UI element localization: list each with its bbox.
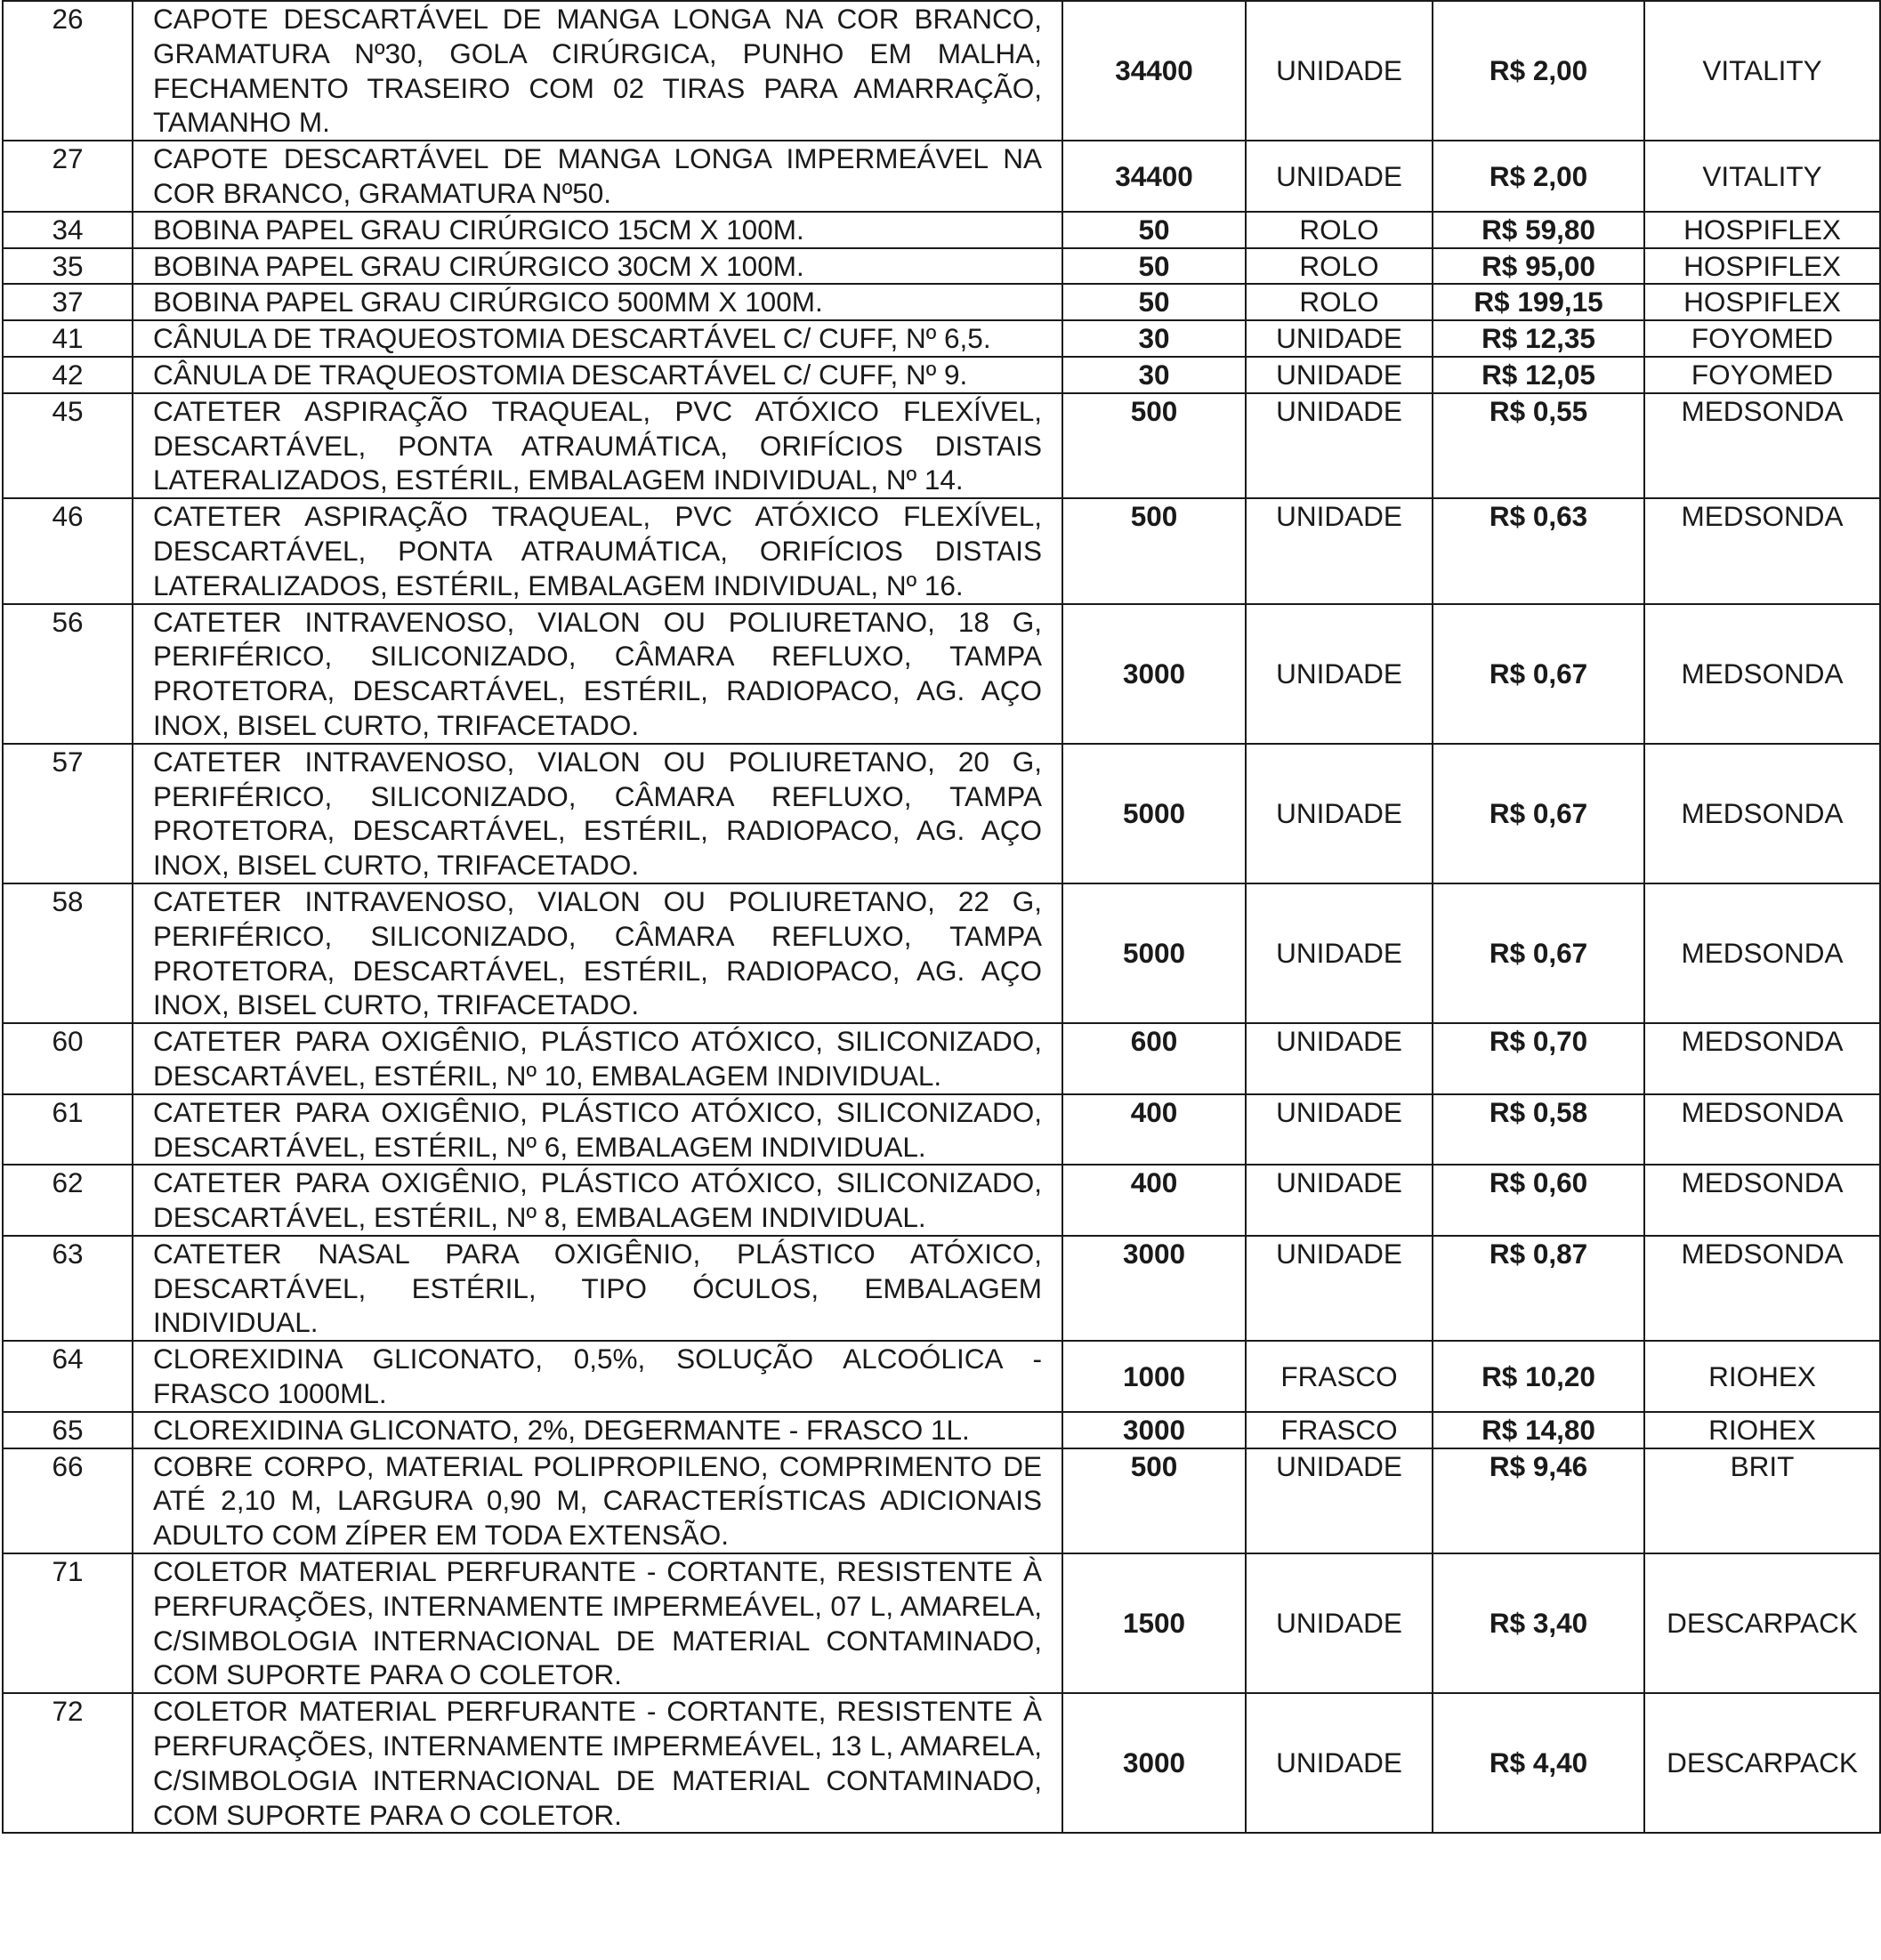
item-unit: UNIDADE [1246, 1693, 1433, 1833]
item-unit: UNIDADE [1246, 320, 1433, 357]
table-row [3, 1412, 1880, 1448]
table-row [3, 212, 1880, 248]
item-price: R$ 0,67 [1433, 744, 1644, 883]
item-description: CATETER INTRAVENOSO, VIALON OU POLIURETANO, 18 G, PERIFÉRICO, SILICONIZADO, CÂMARA REFLUXO, TAMPA PROTETORA, DESCARTÁVEL, ESTÉRIL, RADIOPACO, AG. AÇO INOX, BISEL CURTO, TRIFACETADO. [133, 604, 1062, 744]
item-description: COBRE CORPO, MATERIAL POLIPROPILENO, COMPRIMENTO DE ATÉ 2,10 M, LARGURA 0,90 M, CARACTERÍSTICAS ADICIONAIS ADULTO COM ZÍPER EM TODA EXTENSÃO. [133, 1448, 1062, 1553]
item-unit: UNIDADE [1246, 1094, 1433, 1166]
item-description: CATETER ASPIRAÇÃO TRAQUEAL, PVC ATÓXICO FLEXÍVEL, DESCARTÁVEL, PONTA ATRAUMÁTICA, ORIFÍCIOS DISTAIS LATERALIZADOS, ESTÉRIL, EMBALAGEM INDIVIDUAL, Nº 14. [133, 393, 1062, 498]
item-quantity: 1500 [1062, 1553, 1246, 1693]
item-quantity: 34400 [1062, 1, 1246, 141]
item-brand: MEDSONDA [1644, 883, 1880, 1023]
item-brand: MEDSONDA [1644, 1094, 1880, 1166]
item-brand: MEDSONDA [1644, 1165, 1880, 1236]
item-price: R$ 10,20 [1433, 1341, 1644, 1412]
item-quantity: 500 [1062, 393, 1246, 498]
item-price: R$ 0,55 [1433, 393, 1644, 498]
item-quantity: 600 [1062, 1023, 1246, 1094]
item-quantity: 50 [1062, 248, 1246, 285]
item-price: R$ 0,70 [1433, 1023, 1644, 1094]
item-description: CATETER PARA OXIGÊNIO, PLÁSTICO ATÓXICO, SILICONIZADO, DESCARTÁVEL, ESTÉRIL, Nº 10, EMBALAGEM INDIVIDUAL. [133, 1023, 1062, 1094]
item-unit: ROLO [1246, 248, 1433, 285]
table-body [3, 1, 1880, 1833]
item-quantity: 5000 [1062, 744, 1246, 883]
item-brand: MEDSONDA [1644, 1023, 1880, 1094]
table-row [3, 1553, 1880, 1693]
item-description: CATETER PARA OXIGÊNIO, PLÁSTICO ATÓXICO, SILICONIZADO, DESCARTÁVEL, ESTÉRIL, Nº 6, EMBALAGEM INDIVIDUAL. [133, 1094, 1062, 1166]
item-number: 71 [3, 1553, 133, 1693]
item-unit: UNIDADE [1246, 1448, 1433, 1553]
item-unit: ROLO [1246, 212, 1433, 248]
item-price: R$ 199,15 [1433, 284, 1644, 320]
item-brand: MEDSONDA [1644, 744, 1880, 883]
table-row [3, 141, 1880, 212]
item-quantity: 5000 [1062, 883, 1246, 1023]
item-price: R$ 3,40 [1433, 1553, 1644, 1693]
item-brand: HOSPIFLEX [1644, 248, 1880, 285]
item-unit: UNIDADE [1246, 604, 1433, 744]
item-quantity: 1000 [1062, 1341, 1246, 1412]
table-row [3, 248, 1880, 285]
item-unit: UNIDADE [1246, 1023, 1433, 1094]
item-quantity: 500 [1062, 498, 1246, 603]
item-number: 58 [3, 883, 133, 1023]
item-quantity: 3000 [1062, 1693, 1246, 1833]
item-description: CATETER INTRAVENOSO, VIALON OU POLIURETANO, 20 G, PERIFÉRICO, SILICONIZADO, CÂMARA REFLUXO, TAMPA PROTETORA, DESCARTÁVEL, ESTÉRIL, RADIOPACO, AG. AÇO INOX, BISEL CURTO, TRIFACETADO. [133, 744, 1062, 883]
item-price: R$ 0,63 [1433, 498, 1644, 603]
item-unit: UNIDADE [1246, 1553, 1433, 1693]
item-quantity: 400 [1062, 1094, 1246, 1166]
item-description: CLOREXIDINA GLICONATO, 0,5%, SOLUÇÃO ALCOÓLICA - FRASCO 1000ML. [133, 1341, 1062, 1412]
table-row [3, 393, 1880, 498]
item-unit: UNIDADE [1246, 498, 1433, 603]
item-unit: FRASCO [1246, 1412, 1433, 1448]
table-row [3, 1094, 1880, 1166]
item-number: 72 [3, 1693, 133, 1833]
table-row [3, 1448, 1880, 1553]
item-brand: HOSPIFLEX [1644, 212, 1880, 248]
item-number: 35 [3, 248, 133, 285]
table-row [3, 744, 1880, 883]
table-row [3, 1165, 1880, 1236]
item-price: R$ 0,58 [1433, 1094, 1644, 1166]
table-row [3, 357, 1880, 393]
table-row [3, 604, 1880, 744]
item-unit: UNIDADE [1246, 141, 1433, 212]
item-price: R$ 14,80 [1433, 1412, 1644, 1448]
item-unit: UNIDADE [1246, 744, 1433, 883]
item-number: 60 [3, 1023, 133, 1094]
table-row [3, 883, 1880, 1023]
item-price: R$ 12,35 [1433, 320, 1644, 357]
item-quantity: 50 [1062, 284, 1246, 320]
item-unit: UNIDADE [1246, 1236, 1433, 1341]
item-number: 63 [3, 1236, 133, 1341]
table-row [3, 1693, 1880, 1833]
item-description: BOBINA PAPEL GRAU CIRÚRGICO 15CM X 100M. [133, 212, 1062, 248]
item-brand: BRIT [1644, 1448, 1880, 1553]
item-number: 65 [3, 1412, 133, 1448]
item-quantity: 30 [1062, 320, 1246, 357]
item-number: 66 [3, 1448, 133, 1553]
item-number: 37 [3, 284, 133, 320]
item-number: 61 [3, 1094, 133, 1166]
item-unit: UNIDADE [1246, 393, 1433, 498]
item-brand: MEDSONDA [1644, 498, 1880, 603]
item-price: R$ 4,40 [1433, 1693, 1644, 1833]
table-row [3, 1236, 1880, 1341]
item-number: 42 [3, 357, 133, 393]
item-quantity: 400 [1062, 1165, 1246, 1236]
item-unit: FRASCO [1246, 1341, 1433, 1412]
item-description: BOBINA PAPEL GRAU CIRÚRGICO 500MM X 100M. [133, 284, 1062, 320]
item-brand: RIOHEX [1644, 1341, 1880, 1412]
item-description: CATETER PARA OXIGÊNIO, PLÁSTICO ATÓXICO, SILICONIZADO, DESCARTÁVEL, ESTÉRIL, Nº 8, EMBALAGEM INDIVIDUAL. [133, 1165, 1062, 1236]
item-description: CATETER ASPIRAÇÃO TRAQUEAL, PVC ATÓXICO FLEXÍVEL, DESCARTÁVEL, PONTA ATRAUMÁTICA, ORIFÍCIOS DISTAIS LATERALIZADOS, ESTÉRIL, EMBALAGEM INDIVIDUAL, Nº 16. [133, 498, 1062, 603]
table-row [3, 1, 1880, 141]
table-row [3, 284, 1880, 320]
item-unit: UNIDADE [1246, 357, 1433, 393]
table-row [3, 1023, 1880, 1094]
item-unit: ROLO [1246, 284, 1433, 320]
price-table [2, 0, 1881, 1834]
item-number: 26 [3, 1, 133, 141]
item-quantity: 3000 [1062, 1412, 1246, 1448]
item-quantity: 30 [1062, 357, 1246, 393]
item-price: R$ 59,80 [1433, 212, 1644, 248]
item-price: R$ 95,00 [1433, 248, 1644, 285]
item-price: R$ 0,87 [1433, 1236, 1644, 1341]
item-number: 57 [3, 744, 133, 883]
item-brand: MEDSONDA [1644, 1236, 1880, 1341]
item-number: 45 [3, 393, 133, 498]
item-description: CAPOTE DESCARTÁVEL DE MANGA LONGA IMPERMEÁVEL NA COR BRANCO, GRAMATURA Nº50. [133, 141, 1062, 212]
item-description: CATETER INTRAVENOSO, VIALON OU POLIURETANO, 22 G, PERIFÉRICO, SILICONIZADO, CÂMARA REFLUXO, TAMPA PROTETORA, DESCARTÁVEL, ESTÉRIL, RADIOPACO, AG. AÇO INOX, BISEL CURTO, TRIFACETADO. [133, 883, 1062, 1023]
item-unit: UNIDADE [1246, 883, 1433, 1023]
item-price: R$ 9,46 [1433, 1448, 1644, 1553]
item-number: 64 [3, 1341, 133, 1412]
item-quantity: 34400 [1062, 141, 1246, 212]
item-quantity: 50 [1062, 212, 1246, 248]
item-price: R$ 2,00 [1433, 141, 1644, 212]
item-price: R$ 0,67 [1433, 883, 1644, 1023]
item-number: 34 [3, 212, 133, 248]
item-unit: UNIDADE [1246, 1, 1433, 141]
item-description: CAPOTE DESCARTÁVEL DE MANGA LONGA NA COR BRANCO, GRAMATURA Nº30, GOLA CIRÚRGICA, PUNHO EM MALHA, FECHAMENTO TRASEIRO COM 02 TIRAS PARA AMARRAÇÃO, TAMANHO M. [133, 1, 1062, 141]
item-quantity: 3000 [1062, 1236, 1246, 1341]
item-price: R$ 0,67 [1433, 604, 1644, 744]
table-row [3, 320, 1880, 357]
table-row [3, 1341, 1880, 1412]
item-brand: VITALITY [1644, 141, 1880, 212]
item-description: CÂNULA DE TRAQUEOSTOMIA DESCARTÁVEL C/ CUFF, Nº 9. [133, 357, 1062, 393]
table-row [3, 498, 1880, 603]
item-brand: FOYOMED [1644, 357, 1880, 393]
item-price: R$ 12,05 [1433, 357, 1644, 393]
item-description: BOBINA PAPEL GRAU CIRÚRGICO 30CM X 100M. [133, 248, 1062, 285]
item-brand: RIOHEX [1644, 1412, 1880, 1448]
item-brand: FOYOMED [1644, 320, 1880, 357]
item-brand: MEDSONDA [1644, 393, 1880, 498]
item-brand: DESCARPACK [1644, 1693, 1880, 1833]
item-quantity: 3000 [1062, 604, 1246, 744]
item-brand: MEDSONDA [1644, 604, 1880, 744]
item-number: 27 [3, 141, 133, 212]
item-description: CLOREXIDINA GLICONATO, 2%, DEGERMANTE - FRASCO 1L. [133, 1412, 1062, 1448]
item-number: 62 [3, 1165, 133, 1236]
item-number: 41 [3, 320, 133, 357]
item-price: R$ 0,60 [1433, 1165, 1644, 1236]
item-number: 56 [3, 604, 133, 744]
item-brand: DESCARPACK [1644, 1553, 1880, 1693]
item-description: CATETER NASAL PARA OXIGÊNIO, PLÁSTICO ATÓXICO, DESCARTÁVEL, ESTÉRIL, TIPO ÓCULOS, EMBALAGEM INDIVIDUAL. [133, 1236, 1062, 1341]
item-price: R$ 2,00 [1433, 1, 1644, 141]
item-brand: HOSPIFLEX [1644, 284, 1880, 320]
item-number: 46 [3, 498, 133, 603]
item-description: CÂNULA DE TRAQUEOSTOMIA DESCARTÁVEL C/ CUFF, Nº 6,5. [133, 320, 1062, 357]
item-unit: UNIDADE [1246, 1165, 1433, 1236]
item-quantity: 500 [1062, 1448, 1246, 1553]
item-brand: VITALITY [1644, 1, 1880, 141]
item-description: COLETOR MATERIAL PERFURANTE - CORTANTE, RESISTENTE À PERFURAÇÕES, INTERNAMENTE IMPERMEÁVEL, 07 L, AMARELA, C/SIMBOLOGIA INTERNACIONAL DE MATERIAL CONTAMINADO, COM SUPORTE PARA O COLETOR. [133, 1553, 1062, 1693]
item-description: COLETOR MATERIAL PERFURANTE - CORTANTE, RESISTENTE À PERFURAÇÕES, INTERNAMENTE IMPERMEÁVEL, 13 L, AMARELA, C/SIMBOLOGIA INTERNACIONAL DE MATERIAL CONTAMINADO, COM SUPORTE PARA O COLETOR. [133, 1693, 1062, 1833]
